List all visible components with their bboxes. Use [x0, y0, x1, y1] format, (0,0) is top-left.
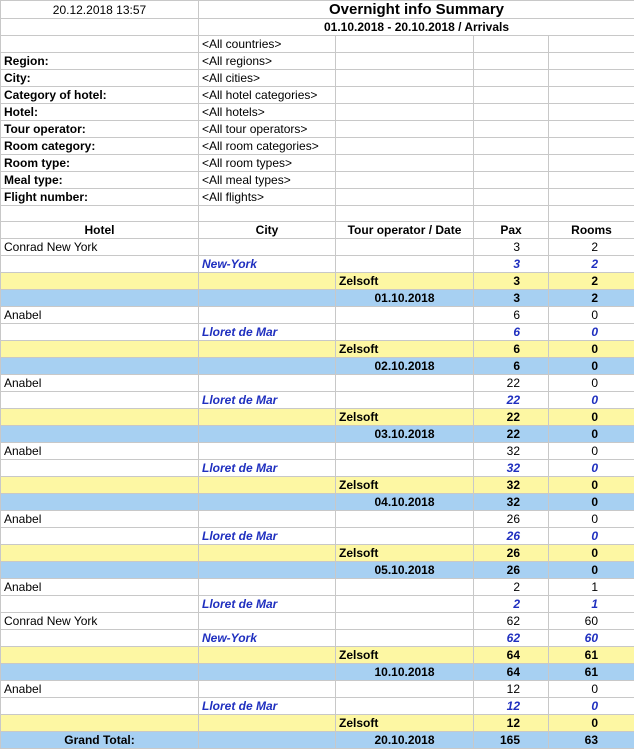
table-row — [1, 613, 634, 630]
table-row — [1, 290, 634, 307]
pax-value: 32 — [474, 460, 549, 477]
rooms-value: 0 — [549, 426, 634, 443]
grand-total-pax: 165 — [474, 732, 549, 749]
filter-label: City: — [1, 70, 199, 87]
table-row — [1, 375, 634, 392]
city-name: New-York — [199, 256, 336, 273]
filter-row — [1, 36, 634, 53]
table-row — [1, 426, 634, 443]
arrival-date: 01.10.2018 — [336, 290, 474, 307]
table-row — [1, 494, 634, 511]
rooms-value: 0 — [549, 392, 634, 409]
table-row — [1, 596, 634, 613]
rooms-value: 0 — [549, 409, 634, 426]
table-row — [1, 630, 634, 647]
rooms-value: 0 — [549, 545, 634, 562]
pax-value: 26 — [474, 511, 549, 528]
filter-row — [1, 53, 634, 70]
table-row — [1, 511, 634, 528]
pax-value: 12 — [474, 698, 549, 715]
hotel-name: Anabel — [1, 511, 199, 528]
filter-value: <All cities> — [199, 70, 336, 87]
rooms-value: 2 — [549, 239, 634, 256]
table-row — [1, 409, 634, 426]
table-row — [1, 460, 634, 477]
table-row — [1, 256, 634, 273]
rooms-value: 0 — [549, 443, 634, 460]
report-title: Overnight info Summary — [199, 1, 634, 19]
pax-value: 22 — [474, 375, 549, 392]
table-row — [1, 664, 634, 681]
pax-value: 26 — [474, 528, 549, 545]
tour-operator: Zelsoft — [336, 715, 474, 732]
rooms-value: 0 — [549, 477, 634, 494]
rooms-value: 0 — [549, 511, 634, 528]
filter-row — [1, 172, 634, 189]
grand-total-rooms: 63 — [549, 732, 634, 749]
arrival-date: 05.10.2018 — [336, 562, 474, 579]
hotel-name: Conrad New York — [1, 613, 199, 630]
rooms-value: 0 — [549, 528, 634, 545]
rooms-value: 2 — [549, 256, 634, 273]
column-header: Rooms — [549, 222, 634, 239]
pax-value: 62 — [474, 630, 549, 647]
pax-value: 64 — [474, 664, 549, 681]
pax-value: 3 — [474, 256, 549, 273]
filter-value: <All hotel categories> — [199, 87, 336, 104]
table-row — [1, 273, 634, 290]
hotel-name: Anabel — [1, 375, 199, 392]
filter-label: Category of hotel: — [1, 87, 199, 104]
pax-value: 3 — [474, 273, 549, 290]
filter-value: <All meal types> — [199, 172, 336, 189]
hotel-name: Anabel — [1, 579, 199, 596]
filter-value: <All room types> — [199, 155, 336, 172]
rooms-value: 0 — [549, 324, 634, 341]
pax-value: 22 — [474, 392, 549, 409]
pax-value: 6 — [474, 307, 549, 324]
table-row — [1, 545, 634, 562]
filter-label: Flight number: — [1, 189, 199, 206]
city-name: Lloret de Mar — [199, 324, 336, 341]
filter-label: Meal type: — [1, 172, 199, 189]
column-header: Tour operator / Date — [336, 222, 474, 239]
city-name: Lloret de Mar — [199, 392, 336, 409]
table-row — [1, 392, 634, 409]
filter-value: <All room categories> — [199, 138, 336, 155]
rooms-value: 0 — [549, 358, 634, 375]
pax-value: 32 — [474, 477, 549, 494]
tour-operator: Zelsoft — [336, 647, 474, 664]
tour-operator: Zelsoft — [336, 409, 474, 426]
hotel-name: Anabel — [1, 443, 199, 460]
pax-value: 3 — [474, 290, 549, 307]
filter-value: <All hotels> — [199, 104, 336, 121]
arrival-date: 03.10.2018 — [336, 426, 474, 443]
filter-value: <All flights> — [199, 189, 336, 206]
filter-row — [1, 87, 634, 104]
grand-total-date: 20.10.2018 — [336, 732, 474, 749]
filter-row — [1, 104, 634, 121]
pax-value: 64 — [474, 647, 549, 664]
pax-value: 62 — [474, 613, 549, 630]
city-name: New-York — [199, 630, 336, 647]
table-row — [1, 239, 634, 256]
table-row — [1, 324, 634, 341]
rooms-value: 0 — [549, 562, 634, 579]
arrival-date: 04.10.2018 — [336, 494, 474, 511]
hotel-name: Anabel — [1, 307, 199, 324]
grand-total-row — [1, 732, 634, 749]
filter-row — [1, 121, 634, 138]
table-row — [1, 579, 634, 596]
rooms-value: 60 — [549, 613, 634, 630]
table-row — [1, 341, 634, 358]
filter-row — [1, 138, 634, 155]
table-row — [1, 715, 634, 732]
filter-row — [1, 189, 634, 206]
filter-value: <All regions> — [199, 53, 336, 70]
filter-label: Hotel: — [1, 104, 199, 121]
pax-value: 6 — [474, 358, 549, 375]
filter-label: Tour operator: — [1, 121, 199, 138]
column-header: Pax — [474, 222, 549, 239]
filter-label: Region: — [1, 53, 199, 70]
filter-row — [1, 70, 634, 87]
rooms-value: 0 — [549, 460, 634, 477]
pax-value: 6 — [474, 341, 549, 358]
rooms-value: 2 — [549, 273, 634, 290]
pax-value: 12 — [474, 681, 549, 698]
column-header: City — [199, 222, 336, 239]
filter-label — [1, 36, 199, 53]
rooms-value: 60 — [549, 630, 634, 647]
rooms-value: 0 — [549, 375, 634, 392]
tour-operator: Zelsoft — [336, 273, 474, 290]
pax-value: 22 — [474, 409, 549, 426]
city-name: Lloret de Mar — [199, 596, 336, 613]
city-name: Lloret de Mar — [199, 528, 336, 545]
rooms-value: 1 — [549, 596, 634, 613]
tour-operator: Zelsoft — [336, 341, 474, 358]
rooms-value: 61 — [549, 664, 634, 681]
tour-operator: Zelsoft — [336, 545, 474, 562]
pax-value: 32 — [474, 494, 549, 511]
table-header-row — [1, 222, 634, 239]
filter-value: <All countries> — [199, 36, 336, 53]
rooms-value: 0 — [549, 698, 634, 715]
filter-label: Room type: — [1, 155, 199, 172]
table-row — [1, 528, 634, 545]
table-row — [1, 698, 634, 715]
city-name: Lloret de Mar — [199, 460, 336, 477]
pax-value: 26 — [474, 545, 549, 562]
table-row — [1, 477, 634, 494]
filter-row — [1, 155, 634, 172]
report-timestamp: 20.12.2018 13:57 — [1, 1, 199, 19]
filter-label: Room category: — [1, 138, 199, 155]
table-row — [1, 443, 634, 460]
hotel-name: Anabel — [1, 681, 199, 698]
table-row — [1, 562, 634, 579]
rooms-value: 1 — [549, 579, 634, 596]
rooms-value: 0 — [549, 341, 634, 358]
pax-value: 22 — [474, 426, 549, 443]
tour-operator: Zelsoft — [336, 477, 474, 494]
pax-value: 32 — [474, 443, 549, 460]
rooms-value: 0 — [549, 494, 634, 511]
pax-value: 12 — [474, 715, 549, 732]
column-header: Hotel — [1, 222, 199, 239]
grand-total-label: Grand Total: — [1, 732, 199, 749]
rooms-value: 0 — [549, 715, 634, 732]
pax-value: 3 — [474, 239, 549, 256]
table-row — [1, 647, 634, 664]
filter-value: <All tour operators> — [199, 121, 336, 138]
table-row — [1, 358, 634, 375]
table-row — [1, 681, 634, 698]
arrival-date: 10.10.2018 — [336, 664, 474, 681]
arrival-date: 02.10.2018 — [336, 358, 474, 375]
report-subtitle: 01.10.2018 - 20.10.2018 / Arrivals — [199, 19, 634, 36]
rooms-value: 0 — [549, 681, 634, 698]
hotel-name: Conrad New York — [1, 239, 199, 256]
city-name: Lloret de Mar — [199, 698, 336, 715]
pax-value: 2 — [474, 596, 549, 613]
pax-value: 2 — [474, 579, 549, 596]
rooms-value: 61 — [549, 647, 634, 664]
rooms-value: 2 — [549, 290, 634, 307]
pax-value: 6 — [474, 324, 549, 341]
table-row — [1, 307, 634, 324]
rooms-value: 0 — [549, 307, 634, 324]
pax-value: 26 — [474, 562, 549, 579]
